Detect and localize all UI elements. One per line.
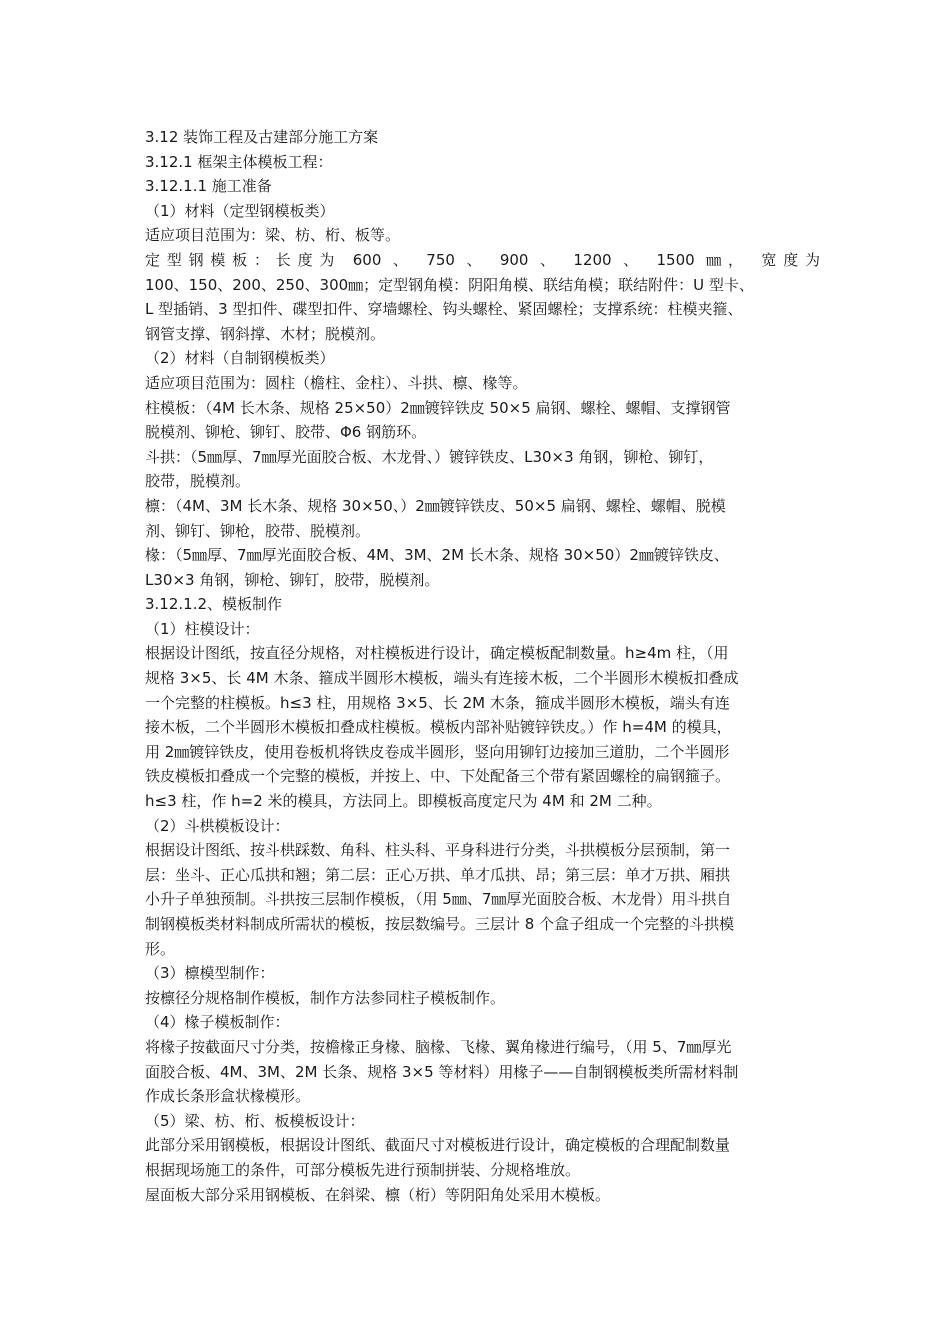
- paragraph-line: （3）檩模型制作：: [145, 964, 275, 983]
- paragraph-line: 屋面板大部分采用钢模板、在斜梁、檩（桁）等阴阳角处采用木模板。: [145, 1185, 611, 1204]
- paragraph-line: 斗拱：（5㎜厚、7㎜厚光面胶合板、木龙骨、）镀锌铁皮、L30×3 角钢，铆枪、铆钉，: [145, 447, 714, 466]
- paragraph-line: （2）材料（自制钢模板类）: [145, 349, 335, 368]
- paragraph-line: （2）斗栱模板设计：: [145, 816, 290, 835]
- paragraph-line: h≤3 柱，作 h=2 米的模具，方法同上。即模板高度定尺为 4M 和 2M 二种。: [145, 792, 662, 811]
- paragraph-line: 根据设计图纸，按直径分规格，对柱模板进行设计，确定模板配制数量。h≥4m 柱，（用: [145, 644, 729, 663]
- paragraph-line: 层：坐斗、正心瓜拱和翘；第二层：正心万拱、单才瓜拱、昂；第三层：单才万拱、厢拱: [145, 865, 731, 884]
- paragraph-line: 椽：（5㎜厚、7㎜厚光面胶合板、4M、3M、2M 长木条、规格 30×50）2㎜镀锌铁皮、: [145, 546, 729, 565]
- subsection-heading: 3.12.1 框架主体模板工程：: [145, 152, 333, 171]
- paragraph-line: 柱模板：（4M 长木条、规格 25×50）2㎜镀锌铁皮 50×5 扁钢、螺栓、螺帽、支撑钢管: [145, 398, 731, 417]
- paragraph-line: 形。: [145, 939, 176, 958]
- paragraph-line: 将椽子按截面尺寸分类，按檐椽正身椽、脑椽、飞椽、翼角椽进行编号，（用 5、7㎜厚光: [145, 1037, 732, 1056]
- paragraph-line: L 型插销、3 型扣件、碟型扣件、穿墙螺栓、钩头螺栓、紧固螺栓；支撑系统：柱模夹箍、: [145, 300, 743, 319]
- paragraph-line: L30×3 角钢，铆枪、铆钉，胶带，脱模剂。: [145, 570, 440, 589]
- paragraph-line: 根据现场施工的条件，可部分模板先进行预制拼装、分规格堆放。: [145, 1160, 581, 1179]
- paragraph-line: （5）梁、枋、桁、板模板设计：: [145, 1111, 365, 1130]
- paragraph-line: 小升子单独预制。斗拱按三层制作模板，（用 5㎜、7㎜厚光面胶合板、木龙骨）用斗拱自: [145, 890, 732, 909]
- paragraph-line: 定型钢模板：长度为 600 、 750 、 900 、 1200 、 1500 ㎜， 宽度为: [145, 250, 820, 269]
- paragraph-line: 作成长条形盒状椽模形。: [145, 1087, 311, 1106]
- paragraph-line: 面胶合板、4M、3M、2M 长条、规格 3×5 等材料）用椽子——自制钢模板类所需材料制: [145, 1062, 739, 1081]
- paragraph-line: 铁皮模板扣叠成一个完整的模板，并按上、中、下处配备三个带有紧固螺栓的扁钢箍子。: [145, 767, 731, 786]
- paragraph-line: 檩：（4M、3M 长木条、规格 30×50、）2㎜镀锌铁皮、50×5 扁钢、螺栓、螺帽、脱模: [145, 496, 726, 515]
- paragraph-line: 剂、铆钉、铆枪，胶带、脱模剂。: [145, 521, 371, 540]
- paragraph-line: 适应项目范围为：梁、枋、桁、板等。: [145, 226, 401, 245]
- paragraph-line: （1）材料（定型钢模板类）: [145, 201, 335, 220]
- paragraph-line: 一个完整的柱模板。h≤3 柱，用规格 3×5、长 2M 木条，箍成半圆形木模板，端头有连: [145, 693, 730, 712]
- subsection-heading: 3.12.1.2、模板制作: [145, 595, 283, 614]
- paragraph-line: 根据设计图纸、按斗栱踩数、角科、柱头科、平身科进行分类，斗拱模板分层预制，第一: [145, 841, 731, 860]
- paragraph-line: 适应项目范围为：圆柱（檐柱、金柱）、斗拱、檩、椽等。: [145, 373, 528, 392]
- paragraph-line: 钢管支撑、钢斜撑、木材；脱模剂。: [145, 324, 386, 343]
- paragraph-line: 脱模剂、铆枪、铆钉、胶带、Φ6 钢筋环。: [145, 423, 427, 442]
- paragraph-line: 制钢模板类材料制成所需状的模板，按层数编号。三层计 8 个盒子组成一个完整的斗拱模: [145, 915, 735, 933]
- section-heading: 3.12 装饰工程及古建部分施工方案: [145, 128, 379, 146]
- paragraph-line: 规格 3×5、长 4M 木条、箍成半圆形木模板，端头有连接木板，二个半圆形木模板扣叠成: [145, 669, 739, 688]
- paragraph-line: 接木板，二个半圆形木模板扣叠成柱模板。模板内部补贴镀锌铁皮。）作 h=4M 的模具，: [145, 718, 732, 737]
- paragraph-line: 用 2㎜镀锌铁皮，使用卷板机将铁皮卷成半圆形，竖向用铆钉边接加三道肋，二个半圆形: [145, 742, 730, 761]
- paragraph-line: 100、150、200、250、300㎜；定型钢角模：阴阳角模、联结角模；联结附件：U 型卡、: [145, 275, 754, 294]
- paragraph-line: 按檩径分规格制作模板，制作方法参同柱子模板制作。: [145, 988, 506, 1007]
- paragraph-line: （1）柱模设计：: [145, 619, 260, 638]
- subsection-heading: 3.12.1.1 施工准备: [145, 177, 272, 196]
- paragraph-line: 胶带，脱模剂。: [145, 472, 251, 491]
- paragraph-line: 此部分采用钢模板，根据设计图纸、截面尺寸对模板进行设计，确定模板的合理配制数量: [145, 1136, 731, 1155]
- document-body: [145, 125, 820, 1207]
- paragraph-line: （4）椽子模板制作：: [145, 1013, 290, 1032]
